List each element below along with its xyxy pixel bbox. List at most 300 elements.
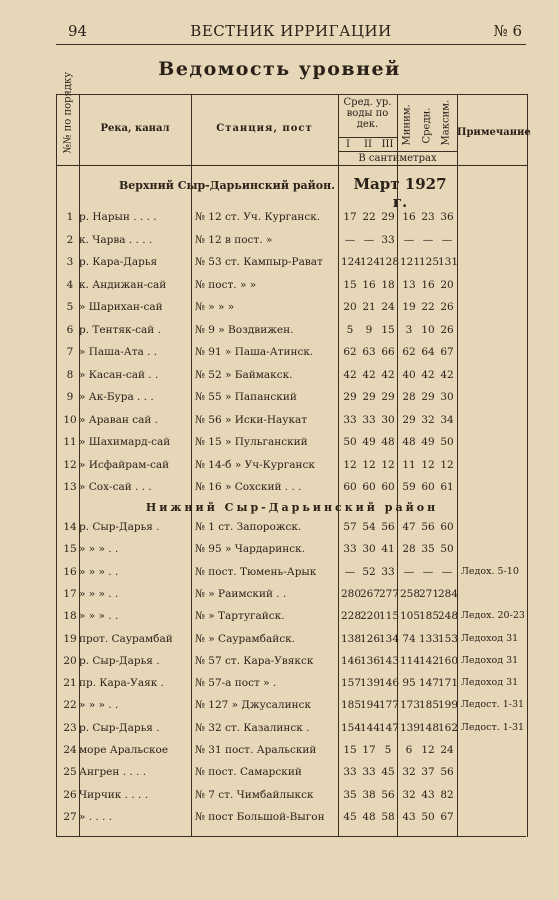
row-dec3: 128 — [379, 256, 400, 268]
row-avg: — — [422, 565, 434, 578]
row-min: 32 — [402, 766, 416, 779]
row-station: № » » » — [195, 301, 235, 313]
row-min: 40 — [402, 368, 416, 381]
row-max: 30 — [440, 391, 454, 403]
row-dec3: 15 — [381, 323, 395, 336]
row-min: 28 — [402, 543, 416, 556]
row-number: 13 — [63, 481, 77, 493]
row-max: 12 — [440, 458, 454, 471]
table-row — [57, 673, 527, 695]
row-dec3: 33 — [381, 233, 395, 246]
col-header-dec1: I — [346, 139, 350, 150]
row-station: № 9 » Воздвижен. — [195, 323, 294, 336]
row-number: 26 — [63, 788, 77, 801]
row-min: 48 — [402, 436, 416, 448]
row-dec1: — — [344, 565, 356, 578]
row-avg: 56 — [421, 521, 435, 533]
row-dec1: 29 — [343, 391, 357, 403]
row-dec2: — — [363, 233, 375, 246]
table-row — [57, 762, 527, 784]
row-number: 12 — [63, 458, 77, 471]
row-dec2: 52 — [362, 565, 376, 578]
row-river: » Сох-сай . . . — [79, 481, 152, 493]
row-dec3: 29 — [381, 391, 395, 403]
table-row — [57, 718, 527, 740]
row-avg: 12 — [421, 458, 435, 471]
row-max: 42 — [440, 368, 454, 381]
row-dec1: 12 — [343, 458, 357, 471]
row-max: 26 — [440, 323, 454, 336]
col-header-river: Река, канал — [100, 123, 170, 134]
row-dec2: 124 — [360, 256, 381, 268]
row-dec2: 139 — [360, 677, 381, 690]
row-dec1: 228 — [341, 610, 362, 623]
row-river: » Араван сай . — [79, 413, 159, 426]
row-station: № 57 ст. Кара-Увякск — [195, 654, 314, 667]
row-river: » » » . . — [79, 610, 119, 623]
table-row — [57, 275, 527, 297]
running-header — [56, 22, 526, 45]
row-river: к. Чарва . . . . — [79, 233, 153, 246]
row-dec1: 60 — [343, 481, 357, 493]
row-number: 7 — [66, 346, 74, 358]
section-upper-period: Март 1927 г. — [353, 175, 447, 211]
table-row — [57, 297, 527, 319]
row-max: — — [441, 233, 453, 246]
row-dec1: 42 — [343, 368, 357, 381]
row-avg: 185 — [419, 610, 440, 623]
row-note: Ледох. 5-10 — [461, 565, 519, 577]
row-min: 29 — [402, 413, 416, 426]
row-river: р. Тентяк-сай . — [79, 323, 161, 336]
row-max: 36 — [440, 211, 454, 223]
row-station: № пост. Самарский — [195, 766, 302, 779]
row-avg: 50 — [421, 810, 435, 823]
row-dec1: 33 — [343, 413, 357, 426]
row-number: 10 — [63, 413, 77, 426]
row-station: № 95 » Чардаринск. — [195, 543, 306, 556]
row-avg: 35 — [421, 543, 435, 556]
row-number: 20 — [63, 654, 77, 667]
row-dec2: 144 — [360, 721, 381, 734]
table-row — [57, 365, 527, 387]
table-row — [57, 477, 527, 499]
row-max: 171 — [438, 677, 459, 690]
row-dec1: 154 — [341, 721, 362, 734]
row-min: 114 — [400, 654, 421, 667]
row-min: — — [403, 565, 415, 578]
row-avg: 32 — [421, 413, 435, 426]
row-river: р. Сыр-Дарья . — [79, 654, 160, 667]
row-avg: 22 — [421, 301, 435, 313]
row-avg: 185 — [419, 699, 440, 712]
row-dec1: — — [344, 233, 356, 246]
row-dec2: 17 — [362, 744, 376, 756]
row-max: 56 — [440, 766, 454, 779]
table-row — [57, 387, 527, 409]
row-station: № 12 в пост. » — [195, 233, 273, 246]
table-row — [57, 740, 527, 762]
row-dec2: 267 — [360, 587, 381, 600]
row-station: № 57-а пост » . — [195, 677, 277, 690]
row-dec1: 20 — [343, 301, 357, 313]
header-rule — [57, 165, 527, 166]
row-station: № 52 » Баймакск. — [195, 368, 293, 381]
row-station: № 56 » Иски-Наукат — [195, 413, 308, 426]
row-dec1: 62 — [343, 346, 357, 358]
row-dec2: 220 — [360, 610, 381, 623]
row-note: Ледоход 31 — [461, 677, 519, 689]
row-dec3: 147 — [379, 721, 400, 734]
row-dec3: 30 — [381, 413, 395, 426]
table-row — [57, 252, 527, 274]
row-river: » Паша-Ата . . — [79, 346, 158, 358]
row-number: 1 — [66, 211, 74, 223]
row-dec2: 42 — [362, 368, 376, 381]
journal-title: ВЕСТНИК ИРРИГАЦИИ — [190, 22, 392, 40]
row-dec3: 48 — [381, 436, 395, 448]
row-min: 3 — [405, 323, 413, 336]
row-dec3: 58 — [381, 810, 395, 823]
row-min: 59 — [402, 481, 416, 493]
row-dec3: 41 — [381, 543, 395, 556]
row-dec2: 9 — [365, 323, 373, 336]
row-avg: 12 — [421, 744, 435, 756]
row-dec2: 126 — [360, 632, 381, 645]
row-station: № 91 » Паша-Атинск. — [195, 346, 314, 358]
row-dec3: 56 — [381, 521, 395, 533]
table-row — [57, 562, 527, 584]
row-dec1: 17 — [343, 211, 357, 223]
col-header-station: Станция, пост — [216, 123, 313, 134]
col-header-min: Миним. — [401, 104, 413, 146]
row-dec1: 45 — [343, 810, 357, 823]
row-dec3: 56 — [381, 788, 395, 801]
row-number: 11 — [63, 436, 77, 448]
row-river: » » » . . — [79, 587, 119, 600]
table-row — [57, 342, 527, 364]
row-dec1: 185 — [341, 699, 362, 712]
row-min: 47 — [402, 521, 416, 533]
col-header-note: Примечание — [457, 127, 531, 138]
row-number: 6 — [66, 323, 74, 336]
row-dec3: 33 — [381, 565, 395, 578]
row-river: р. Сыр-Дарья . — [79, 721, 160, 734]
row-number: 23 — [63, 721, 77, 734]
row-max: 248 — [438, 610, 459, 623]
row-dec1: 15 — [343, 278, 357, 291]
row-number: 4 — [66, 278, 74, 291]
row-station: № пост Большой-Выгон — [195, 810, 325, 823]
row-river: » . . . . — [79, 810, 113, 823]
section-lower-title: Нижний Сыр-Дарьинский район — [145, 501, 439, 514]
row-station: № 127 » Джусалинск — [195, 699, 312, 712]
row-number: 27 — [63, 810, 77, 823]
col-header-avg-group: Сред. ур. воды по дек. — [343, 97, 392, 130]
header-subrule — [338, 151, 457, 152]
table-row — [57, 320, 527, 342]
row-min: 62 — [402, 346, 416, 358]
table-row — [57, 455, 527, 477]
row-station: № » Тартугайск. — [195, 610, 285, 623]
row-min: 28 — [402, 391, 416, 403]
row-avg: 133 — [419, 632, 440, 645]
row-river: » » » . . — [79, 699, 119, 712]
row-dec2: 12 — [362, 458, 376, 471]
row-avg: 147 — [419, 677, 440, 690]
row-max: — — [441, 565, 453, 578]
row-min: 139 — [400, 721, 421, 734]
row-max: 153 — [438, 632, 459, 645]
row-avg: 148 — [419, 721, 440, 734]
row-avg: — — [422, 233, 434, 246]
row-max: 60 — [440, 521, 454, 533]
row-dec2: 33 — [362, 766, 376, 779]
row-number: 22 — [63, 699, 77, 712]
row-avg: 49 — [421, 436, 435, 448]
row-river: » » » . . — [79, 543, 119, 556]
row-dec2: 54 — [362, 521, 376, 533]
row-max: 24 — [440, 744, 454, 756]
row-number: 19 — [63, 632, 77, 645]
row-max: 50 — [440, 543, 454, 556]
row-dec2: 194 — [360, 699, 381, 712]
row-dec2: 49 — [362, 436, 376, 448]
row-note: Ледост. 1-31 — [461, 721, 525, 733]
row-avg: 125 — [419, 256, 440, 268]
row-max: 82 — [440, 788, 454, 801]
row-dec2: 33 — [362, 413, 376, 426]
table-row — [57, 629, 527, 651]
row-dec3: 24 — [381, 301, 395, 313]
row-river: » Ак-Бура . . . — [79, 391, 154, 403]
row-dec2: 16 — [362, 278, 376, 291]
unit-label: В сантиметрах — [358, 153, 437, 164]
page-number: 94 — [68, 22, 88, 40]
row-avg: 10 — [421, 323, 435, 336]
row-number: 3 — [66, 256, 74, 268]
row-min: 19 — [402, 301, 416, 313]
row-dec2: 48 — [362, 810, 376, 823]
row-dec3: 134 — [379, 632, 400, 645]
row-number: 24 — [63, 744, 77, 756]
row-number: 17 — [63, 587, 77, 600]
row-dec1: 280 — [341, 587, 362, 600]
row-dec3: 146 — [379, 677, 400, 690]
row-station: № пост. Тюмень-Арык — [195, 565, 317, 578]
row-river: р. Кара-Дарья — [79, 256, 158, 268]
table-row — [57, 517, 527, 539]
row-river: » Исфайрам-сай — [79, 458, 170, 471]
row-river: » Касан-сай . . — [79, 368, 159, 381]
row-avg: 23 — [421, 211, 435, 223]
row-max: 199 — [438, 699, 459, 712]
row-max: 50 — [440, 436, 454, 448]
row-river: к. Андижан-сай — [79, 278, 167, 291]
row-note: Ледоход 31 — [461, 632, 519, 644]
row-max: 162 — [438, 721, 459, 734]
row-min: 11 — [402, 458, 416, 471]
row-river: р. Нарын . . . . — [79, 211, 157, 223]
row-dec1: 33 — [343, 543, 357, 556]
levels-table — [56, 71, 531, 837]
table-row — [57, 539, 527, 561]
row-dec3: 42 — [381, 368, 395, 381]
row-dec3: 66 — [381, 346, 395, 358]
col-header-avg: Средн. — [421, 107, 433, 144]
row-river: Чирчик . . . . — [79, 788, 149, 801]
row-min: 74 — [402, 632, 416, 645]
row-dec1: 15 — [343, 744, 357, 756]
row-max: 131 — [438, 256, 459, 268]
row-river: пр. Кара-Уаяк . — [79, 677, 165, 690]
row-dec2: 21 — [362, 301, 376, 313]
row-dec3: 29 — [381, 211, 395, 223]
table-row — [57, 807, 527, 829]
header-subrule — [338, 137, 397, 138]
row-dec3: 45 — [381, 766, 395, 779]
row-number: 25 — [63, 766, 77, 779]
row-avg: 271 — [419, 587, 440, 600]
row-min: 16 — [402, 211, 416, 223]
row-avg: 42 — [421, 368, 435, 381]
table-row — [57, 695, 527, 717]
row-min: 95 — [402, 677, 416, 690]
row-dec2: 22 — [362, 211, 376, 223]
row-station: № 1 ст. Запорожск. — [195, 521, 302, 533]
row-river: прот. Саурамбай — [79, 632, 173, 645]
row-number: 16 — [63, 565, 77, 578]
row-dec1: 35 — [343, 788, 357, 801]
row-dec1: 138 — [341, 632, 362, 645]
row-dec1: 5 — [346, 323, 354, 336]
row-station: № » Раимский . . — [195, 587, 287, 600]
section-upper-title: Верхний Сыр-Дарьинский район. — [118, 179, 336, 192]
row-min: 13 — [402, 278, 416, 291]
row-avg: 142 — [419, 654, 440, 667]
table-row — [57, 207, 527, 229]
row-max: 20 — [440, 278, 454, 291]
row-min: 43 — [402, 810, 416, 823]
row-river: Ангрен . . . . — [79, 766, 147, 779]
row-river: » » » . . — [79, 565, 119, 578]
row-river: море Аральское — [79, 744, 169, 756]
row-min: 105 — [400, 610, 421, 623]
row-dec3: 12 — [381, 458, 395, 471]
row-dec2: 38 — [362, 788, 376, 801]
row-station: № 32 ст. Казалинск . — [195, 721, 310, 734]
table-row — [57, 606, 527, 628]
col-header-dec3: III — [381, 139, 394, 150]
row-dec2: 60 — [362, 481, 376, 493]
row-max: 67 — [440, 346, 454, 358]
row-station: № 7 ст. Чимбайлыкск — [195, 788, 314, 801]
row-number: 5 — [66, 301, 74, 313]
row-number: 21 — [63, 677, 77, 690]
row-number: 15 — [63, 543, 77, 556]
row-number: 18 — [63, 610, 77, 623]
issue-number: № 6 — [493, 22, 522, 40]
row-note: Ледост. 1-31 — [461, 699, 525, 711]
table-row — [57, 410, 527, 432]
row-station: № » Саурамбайск. — [195, 632, 296, 645]
row-river: р. Сыр-Дарья . — [79, 521, 160, 533]
table-row — [57, 785, 527, 807]
row-max: 67 — [440, 810, 454, 823]
row-dec3: 18 — [381, 278, 395, 291]
row-dec3: 277 — [379, 587, 400, 600]
row-avg: 43 — [421, 788, 435, 801]
row-max: 26 — [440, 301, 454, 313]
row-dec3: 143 — [379, 654, 400, 667]
row-station: № 55 » Папанский — [195, 391, 297, 403]
row-max: 160 — [438, 654, 459, 667]
row-dec1: 57 — [343, 521, 357, 533]
row-dec1: 146 — [341, 654, 362, 667]
table-row — [57, 230, 527, 252]
col-header-num: №№ по порядку — [62, 71, 74, 154]
table-row — [57, 651, 527, 673]
table-bottom-rule — [56, 836, 526, 837]
row-min: 258 — [400, 587, 421, 600]
row-number: 14 — [63, 521, 77, 533]
col-header-max: Максим. — [440, 99, 452, 146]
row-dec2: 136 — [360, 654, 381, 667]
row-note: Ледоход 31 — [461, 654, 519, 666]
row-dec3: 177 — [379, 699, 400, 712]
row-station: № 12 ст. Уч. Курганск. — [195, 211, 321, 223]
row-max: 284 — [438, 587, 459, 600]
row-avg: 29 — [421, 391, 435, 403]
row-station: № 16 » Сохский . . . — [195, 481, 302, 493]
row-avg: 16 — [421, 278, 435, 291]
table-row — [57, 432, 527, 454]
row-dec1: 157 — [341, 677, 362, 690]
row-min: 6 — [405, 744, 413, 756]
row-dec2: 63 — [362, 346, 376, 358]
row-min: 32 — [402, 788, 416, 801]
row-dec2: 29 — [362, 391, 376, 403]
row-avg: 37 — [421, 766, 435, 779]
row-station: № пост. » » — [195, 278, 257, 291]
col-header-dec2: II — [364, 139, 372, 150]
row-dec1: 33 — [343, 766, 357, 779]
row-min: 121 — [400, 256, 421, 268]
row-avg: 64 — [421, 346, 435, 358]
row-max: 61 — [440, 481, 454, 493]
row-station: № 53 ст. Кампыр-Рават — [195, 256, 323, 268]
row-river: » Шахимард-сай — [79, 436, 171, 448]
row-station: № 14-б » Уч-Курганск — [195, 458, 315, 471]
row-dec3: 60 — [381, 481, 395, 493]
table-row — [57, 584, 527, 606]
row-river: » Шарихан-сай — [79, 301, 163, 313]
table-title: Ведомость уровней — [158, 58, 401, 80]
row-avg: 60 — [421, 481, 435, 493]
row-min: 173 — [400, 699, 421, 712]
row-dec1: 124 — [341, 256, 362, 268]
row-dec2: 30 — [362, 543, 376, 556]
row-min: — — [403, 233, 415, 246]
row-max: 34 — [440, 413, 454, 426]
row-note: Ледох. 20-23 — [461, 610, 525, 622]
row-number: 8 — [66, 368, 74, 381]
row-number: 2 — [66, 233, 74, 246]
row-dec3: 115 — [379, 610, 400, 623]
row-station: № 31 пост. Аральский — [195, 744, 317, 756]
row-station: № 15 » Пульганский — [195, 436, 308, 448]
row-dec1: 50 — [343, 436, 357, 448]
